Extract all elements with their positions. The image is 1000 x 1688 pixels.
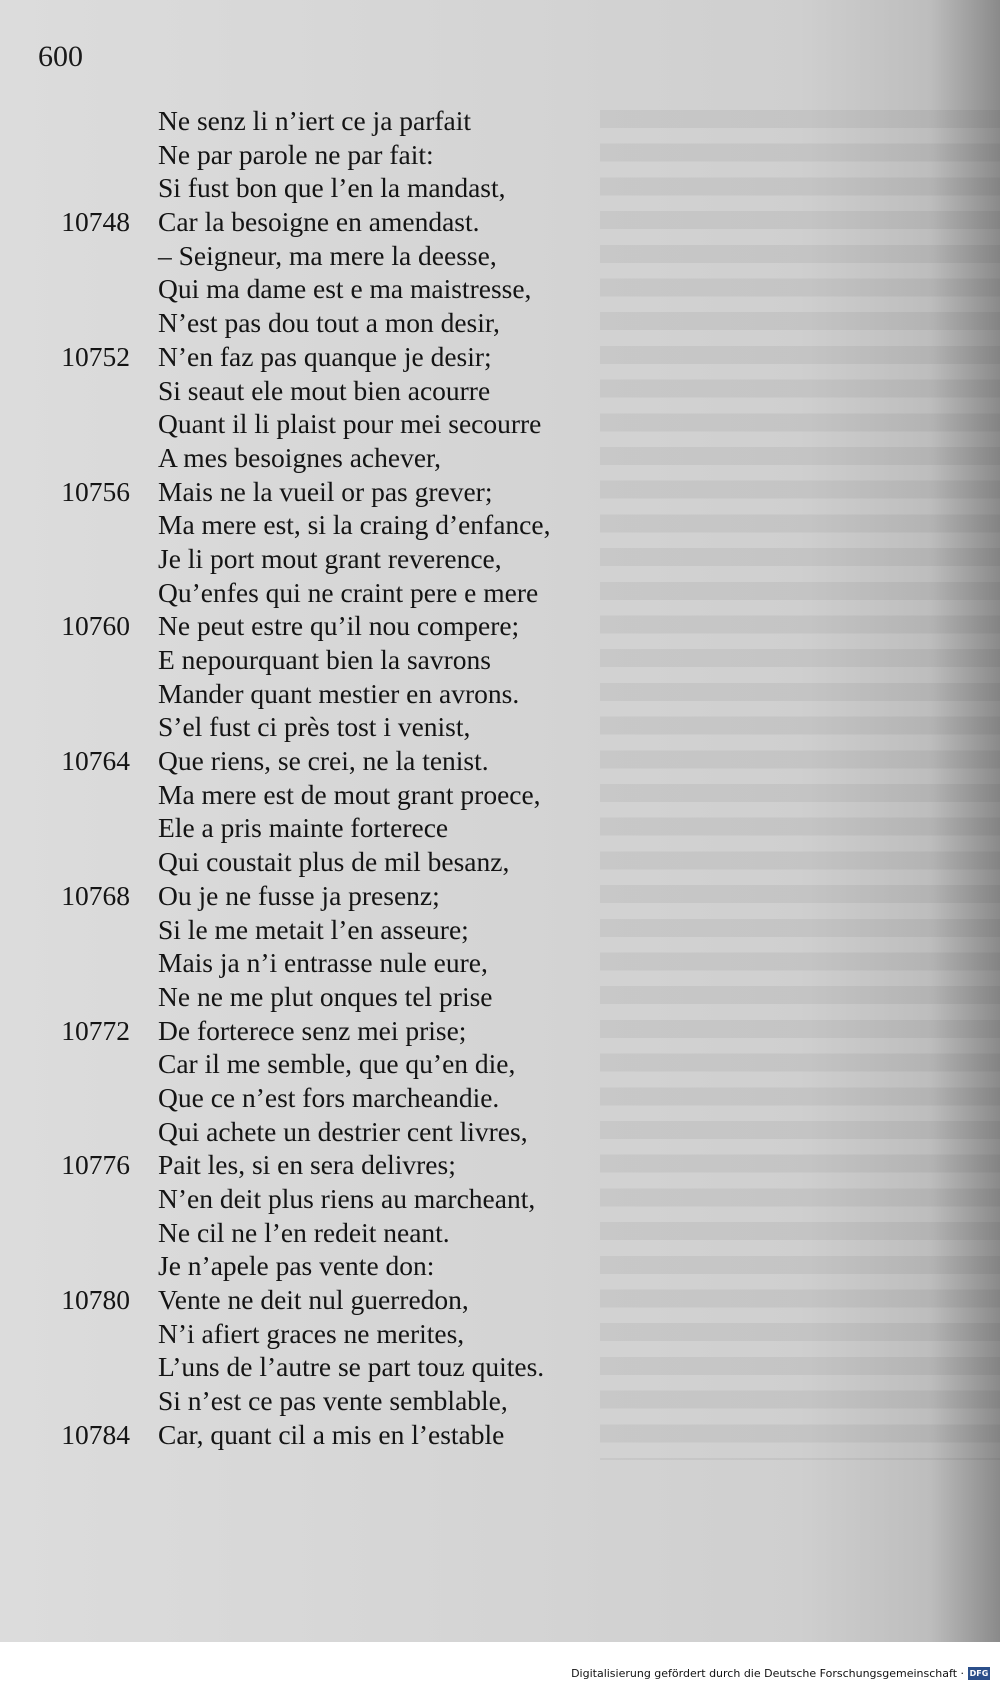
verse-line xyxy=(0,1418,1000,1452)
verse-text: Si le me metait l’en asseure; xyxy=(158,913,469,945)
verse-line xyxy=(0,508,1000,542)
verse-text: Qui achete un destrier cent livres, xyxy=(158,1115,528,1147)
footer-credit xyxy=(571,1667,990,1680)
verse-line xyxy=(0,340,1000,374)
verse-line xyxy=(0,643,1000,677)
verse-text: Pait les, si en sera delivres; xyxy=(158,1149,456,1181)
verse-line xyxy=(0,407,1000,441)
verse-text: S’el fust ci près tost i venist, xyxy=(158,711,471,743)
verse-text: Quant il li plaist pour mei secourre xyxy=(158,408,542,440)
verse-line xyxy=(0,1216,1000,1250)
verse-line xyxy=(0,1317,1000,1351)
line-number: 10756 xyxy=(61,475,130,507)
verse-line xyxy=(0,1014,1000,1048)
verse-text: De forterece senz mei prise; xyxy=(158,1014,467,1046)
verse-line xyxy=(0,205,1000,239)
verse-line xyxy=(0,1350,1000,1384)
verse-text: Qu’enfes qui ne craint pere e mere xyxy=(158,576,539,608)
verse-lines xyxy=(0,104,1000,1452)
verse-text: Qui ma dame est e ma maistresse, xyxy=(158,273,532,305)
verse-line xyxy=(0,946,1000,980)
verse-text: Vente ne deit nul guerredon, xyxy=(158,1284,469,1316)
line-number: 10768 xyxy=(61,879,130,911)
verse-text: Ma mere est de mout grant proece, xyxy=(158,778,541,810)
line-number: 10772 xyxy=(61,1014,130,1046)
verse-line xyxy=(0,441,1000,475)
verse-line xyxy=(0,913,1000,947)
verse-text: Je li port mout grant reverence, xyxy=(158,542,502,574)
line-number: 10764 xyxy=(61,745,130,777)
verse-line xyxy=(0,744,1000,778)
verse-text: Je n’apele pas vente don: xyxy=(158,1250,435,1282)
verse-line xyxy=(0,1283,1000,1317)
verse-text: Ele a pris mainte forterece xyxy=(158,812,449,844)
verse-line xyxy=(0,542,1000,576)
verse-line xyxy=(0,778,1000,812)
footer-text: Digitalisierung gefördert durch die Deutsche Forschungsgemeinschaft · xyxy=(571,1667,964,1680)
verse-text: Ma mere est, si la craing d’enfance, xyxy=(158,509,551,541)
verse-text: Ne par parole ne par fait: xyxy=(158,138,434,170)
verse-text: Que riens, se crei, ne la tenist. xyxy=(158,745,489,777)
line-number: 10760 xyxy=(61,610,130,642)
verse-line xyxy=(0,475,1000,509)
verse-line xyxy=(0,710,1000,744)
verse-text: Ne senz li n’iert ce ja parfait xyxy=(158,105,472,136)
verse-line xyxy=(0,171,1000,205)
verse-line xyxy=(0,272,1000,306)
verse-line xyxy=(0,879,1000,913)
verse-line xyxy=(0,1047,1000,1081)
verse-text: – Seigneur, ma mere la deesse, xyxy=(158,239,497,271)
verse-line xyxy=(0,1182,1000,1216)
verse-text: A mes besoignes achever, xyxy=(158,441,441,473)
verse-text: Mais ja n’i entrasse nule eure, xyxy=(158,947,488,979)
verse-text: Si fust bon que l’en la mandast, xyxy=(158,172,506,204)
verse-text: Si seaut ele mout bien acourre xyxy=(158,374,491,406)
verse-line xyxy=(0,1115,1000,1149)
verse-line xyxy=(0,239,1000,273)
line-number: 10784 xyxy=(61,1418,130,1450)
verse-line xyxy=(0,677,1000,711)
verse-line xyxy=(0,845,1000,879)
verse-text: Car la besoigne en amendast. xyxy=(158,206,480,238)
verse-line xyxy=(0,1384,1000,1418)
verse-line xyxy=(0,138,1000,172)
line-number: 10748 xyxy=(61,206,130,238)
page-number: 600 xyxy=(38,40,83,73)
line-number: 10780 xyxy=(61,1284,130,1316)
verse-line xyxy=(0,811,1000,845)
dfg-logo: DFG xyxy=(969,1669,989,1678)
verse-line xyxy=(0,104,1000,138)
verse-text: Car il me semble, que qu’en die, xyxy=(158,1048,516,1080)
verse-line xyxy=(0,374,1000,408)
verse-line xyxy=(0,1081,1000,1115)
verse-text: Ou je ne fusse ja presenz; xyxy=(158,879,440,911)
verse-text: N’en faz pas quanque je desir; xyxy=(158,340,492,372)
verse-line xyxy=(0,980,1000,1014)
line-number: 10776 xyxy=(61,1149,130,1181)
verse-line xyxy=(0,1249,1000,1283)
verse-text: Ne peut estre qu’il nou compere; xyxy=(158,610,520,642)
verse-text: N’en deit plus riens au marcheant, xyxy=(158,1183,536,1214)
verse-text: Qui coustait plus de mil besanz, xyxy=(158,846,510,878)
verse-text: L’uns de l’autre se part touz quites. xyxy=(158,1351,545,1383)
verse-text: Mais ne la vueil or pas grever; xyxy=(158,475,493,507)
verse-text: Mander quant mestier en avrons. xyxy=(158,677,520,709)
verse-line xyxy=(0,576,1000,610)
verse-text: Que ce n’est fors marcheandie. xyxy=(158,1081,500,1113)
verse-text: Car, quant cil a mis en l’estable xyxy=(158,1418,505,1450)
verse-text: N’est pas dou tout a mon desir, xyxy=(158,307,500,339)
verse-text: Si n’est ce pas vente semblable, xyxy=(158,1385,508,1417)
verse-line xyxy=(0,306,1000,340)
line-number: 10752 xyxy=(61,340,130,372)
verse-text: E nepourquant bien la savrons xyxy=(158,644,491,675)
verse-line xyxy=(0,609,1000,643)
verse-line xyxy=(0,1148,1000,1182)
verse-text: N’i afiert graces ne merites, xyxy=(158,1317,465,1349)
verse-text: Ne cil ne l’en redeit neant. xyxy=(158,1216,450,1248)
verse-text: Ne ne me plut onques tel prise xyxy=(158,980,493,1012)
